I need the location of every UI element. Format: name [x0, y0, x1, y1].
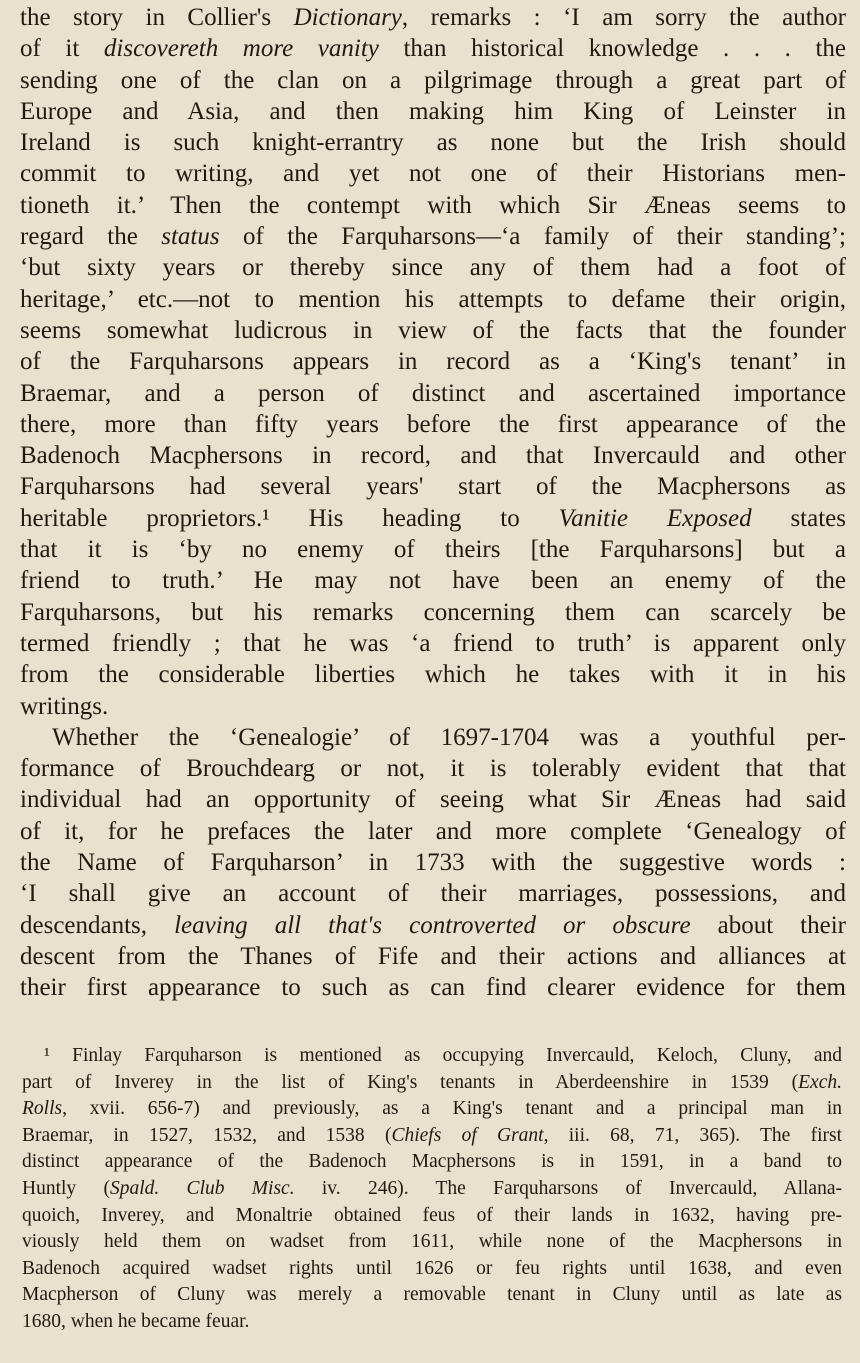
text-run: writings.	[20, 692, 109, 720]
body-line	[20, 691, 846, 722]
body-line	[20, 378, 846, 409]
body-line	[20, 127, 846, 158]
body-line	[20, 346, 846, 377]
text-run: part of Inverey in the list of King's tenants in Aberdeenshire in 1539 (	[22, 1071, 799, 1093]
text-run: Farquharsons had several years' start of the Macphersons as	[20, 473, 846, 501]
footnote-line	[22, 1043, 842, 1070]
text-run: iv. 246). The Farquharsons of Invercauld, Allana-	[294, 1177, 842, 1199]
footnote-line	[22, 1256, 842, 1283]
footnote-line	[22, 1282, 842, 1309]
text-run: of the Farquharsons—‘a family of their standing’;	[219, 223, 846, 251]
text-run: ¹ Finlay Farquharson is mentioned as occupying Invercauld, Keloch, Cluny, and	[44, 1045, 842, 1066]
text-run: heritage,’ etc.—not to mention his attempts to defame their origin,	[20, 285, 846, 313]
text-run: 1680, when he became feuar.	[22, 1310, 250, 1332]
text-run: states	[751, 504, 846, 532]
italic-text: leaving all that's controverted or obscure	[174, 911, 691, 939]
italic-text: Vanitie Exposed	[558, 504, 752, 532]
text-run: Badenoch Macphersons in record, and that Invercauld and other	[20, 442, 846, 470]
body-line	[20, 534, 846, 565]
body-line	[20, 503, 846, 534]
body-text	[20, 2, 846, 1004]
footnote-line	[22, 1309, 842, 1336]
text-run: Ireland is such knight-errantry as none but the Irish should	[20, 129, 846, 157]
italic-text: status	[161, 223, 220, 251]
text-run: quoich, Inverey, and Monaltrie obtained feus of their lands in 1632, having pre-	[22, 1204, 842, 1226]
text-run: the Name of Farquharson’ in 1733 with the suggestive words :	[20, 849, 846, 877]
footnote-line	[22, 1123, 842, 1150]
footnote-line	[22, 1203, 842, 1230]
text-run: regard the	[20, 223, 162, 251]
text-run: formance of Brouchdearg or not, it is tolerably evident that that	[20, 755, 846, 783]
italic-text: Dictionary	[293, 4, 402, 31]
italic-text: discovereth more vanity	[103, 35, 379, 63]
text-run: sending one of the clan on a pilgrimage through a great part of	[20, 66, 846, 94]
text-run: their first appearance to such as can find clearer evidence for them	[20, 974, 846, 1002]
text-run: that it is ‘by no enemy of theirs [the Farquharsons] but a	[20, 536, 846, 564]
text-run: viously held them on wadset from 1611, while none of the Macphersons in	[22, 1231, 842, 1253]
body-line	[20, 252, 846, 283]
text-run: heritable proprietors.¹ His heading to	[20, 504, 559, 532]
footnote	[22, 1043, 842, 1336]
text-run: descendants,	[20, 911, 175, 939]
text-run: of it, for he prefaces the later and more complete ‘Genealogy of	[20, 817, 846, 845]
body-line	[20, 440, 846, 471]
text-run: seems somewhat ludicrous in view of the facts that the founder	[20, 316, 846, 344]
italic-text: Rolls	[22, 1098, 63, 1120]
body-line	[20, 784, 846, 815]
italic-text: Chiefs of Grant	[391, 1124, 544, 1146]
body-line	[20, 33, 846, 64]
body-line	[20, 628, 846, 659]
body-line	[20, 847, 846, 878]
text-run: of it	[20, 35, 104, 63]
body-line	[20, 753, 846, 784]
body-line	[20, 816, 846, 847]
text-run: the story in Collier's	[20, 4, 294, 31]
italic-text: Exch.	[798, 1071, 842, 1093]
body-line	[20, 878, 846, 909]
text-run: distinct appearance of the Badenoch Macphersons is in 1591, in a band to	[22, 1151, 842, 1173]
footnote-line	[22, 1229, 842, 1256]
body-line	[20, 221, 846, 252]
body-line	[20, 597, 846, 628]
footnote-line	[22, 1070, 842, 1097]
text-run: about their	[690, 911, 846, 939]
text-run: termed friendly ; that he was ‘a friend to truth’ is apparent only	[20, 629, 846, 657]
footnote-line	[22, 1149, 842, 1176]
text-run: Badenoch acquired wadset rights until 1626 or feu rights until 1638, and even	[22, 1257, 842, 1279]
body-line	[20, 659, 846, 690]
body-line	[20, 158, 846, 189]
body-line	[20, 65, 846, 96]
text-run: there, more than fifty years before the first appearance of the	[20, 410, 846, 438]
body-line	[20, 972, 846, 1003]
text-run: ‘I shall give an account of their marriages, possessions, and	[20, 880, 846, 908]
text-run: ‘but sixty years or thereby since any of them had a foot of	[20, 254, 846, 282]
italic-text: Spald. Club Misc.	[109, 1177, 295, 1199]
text-run: Huntly (	[22, 1177, 110, 1199]
text-run: , iii. 68, 71, 365). The first	[543, 1124, 842, 1146]
text-run: , remarks : ‘I am sorry the author	[401, 4, 846, 31]
text-run: Whether the ‘Genealogie’ of 1697-1704 was a youthful per-	[52, 723, 846, 751]
body-line	[20, 471, 846, 502]
body-line	[20, 2, 846, 33]
body-line	[20, 722, 846, 753]
text-run: Macpherson of Cluny was merely a removable tenant in Cluny until as late as	[22, 1284, 842, 1306]
footnote-line	[22, 1176, 842, 1203]
body-line	[20, 315, 846, 346]
text-run: friend to truth.’ He may not have been an enemy of the	[20, 567, 846, 595]
text-run: than historical knowledge . . . the	[378, 35, 846, 63]
body-line	[20, 190, 846, 221]
body-line	[20, 96, 846, 127]
text-run: tioneth it.’ Then the contempt with which Sir Æneas seems to	[20, 191, 846, 219]
text-run: Europe and Asia, and then making him King of Leinster in	[20, 97, 846, 125]
text-run: of the Farquharsons appears in record as a ‘King's tenant’ in	[20, 348, 846, 376]
body-line	[20, 409, 846, 440]
text-run: , xvii. 656-7) and previously, as a King's tenant and a principal man in	[62, 1098, 842, 1120]
text-run: descent from the Thanes of Fife and their actions and alliances at	[20, 942, 846, 970]
text-run: Farquharsons, but his remarks concerning them can scarcely be	[20, 598, 846, 626]
body-line	[20, 565, 846, 596]
text-run: from the considerable liberties which he takes with it in his	[20, 661, 846, 689]
body-line	[20, 284, 846, 315]
text-run: commit to writing, and yet not one of their Historians men-	[20, 160, 846, 188]
footnote-line	[22, 1096, 842, 1123]
text-run: Braemar, and a person of distinct and ascertained importance	[20, 379, 846, 407]
body-line	[20, 910, 846, 941]
text-run: Braemar, in 1527, 1532, and 1538 (	[22, 1124, 392, 1146]
text-run: individual had an opportunity of seeing what Sir Æneas had said	[20, 786, 846, 814]
body-line	[20, 941, 846, 972]
